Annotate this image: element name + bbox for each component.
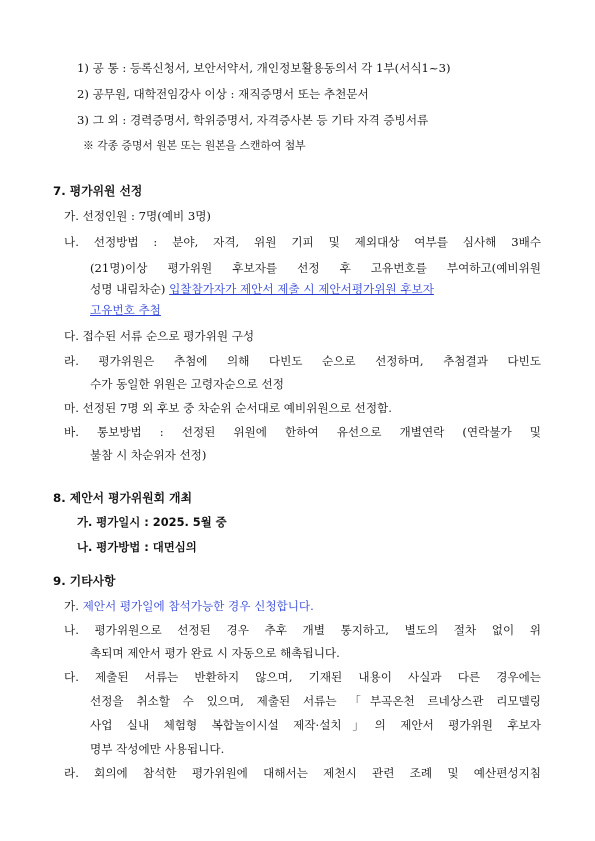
section-9-title: 9. 기타사항 xyxy=(53,574,116,588)
s7-item-na-line2: (21명)이상 평가위원 후보자를 선정 후 고유번호를 부여하고(예비위원 xyxy=(90,261,541,275)
s9-item-ra-line1: 라. 회의에 참석한 평가위원에 대해서는 제천시 관련 조례 및 예산편성지침 xyxy=(64,766,541,780)
section-8-title: 8. 제안서 평가위원회 개최 xyxy=(53,491,192,505)
s9-item-ga-marker: 가. xyxy=(64,599,83,613)
s9-item-ga xyxy=(64,598,314,614)
s9-item-da-line3: 사업 실내 체험형 복합놀이시설 제작·설치」의 제안서 평가위원 후보자 xyxy=(90,718,541,732)
lottery-link-continued[interactable]: 고유번호 추첨 xyxy=(90,303,161,317)
s9-item-da-line2: 선정을 취소할 수 있으며, 제출된 서류는 「부곡온천 르네상스관 리모델링 xyxy=(90,694,541,708)
section-7-title: 7. 평가위원 선정 xyxy=(53,184,143,198)
docs-note: ※ 각종 증명서 원본 또는 원본을 스캔하여 첨부 xyxy=(83,139,306,152)
s9-item-na-line1: 나. 평가위원으로 선정된 경우 추후 개별 통지하고, 별도의 절차 없이 위 xyxy=(64,623,541,637)
s7-item-ra-line2: 수가 동일한 위원은 고령자순으로 선정 xyxy=(90,377,284,391)
s9-item-ga-text: 제안서 평가일에 참석가능한 경우 신청합니다. xyxy=(82,599,314,613)
s7-item-ma: 마. 선정된 7명 외 후보 중 차순위 순서대로 예비위원으로 선정함. xyxy=(64,401,392,415)
s7-item-ba-line2: 불참 시 차순위자 선정) xyxy=(90,448,207,462)
s8-item-ga: 가. 평가일시 : 2025. 5월 중 xyxy=(77,515,227,529)
s7-item-da: 다. 접수된 서류 순으로 평가위원 구성 xyxy=(64,329,255,343)
s7-item-na-line3 xyxy=(90,281,434,297)
s7-item-na-line1: 나. 선정방법 : 분야, 자격, 위원 기피 및 제외대상 여부를 심사해 3배수 xyxy=(64,235,541,249)
docs-item-1: 1) 공 통 : 등록신청서, 보안서약서, 개인정보활용동의서 각 1부(서식1~3) xyxy=(77,61,451,75)
s9-item-na-line2: 촉되며 제안서 평가 완료 시 자동으로 해촉됩니다. xyxy=(90,646,340,660)
s7-item-na-line3-text: 성명 내림차순) xyxy=(90,282,170,296)
lottery-link[interactable]: 입찰참가자가 제안서 제출 시 제안서평가위원 후보자 xyxy=(169,282,434,296)
s7-item-ba-line1: 바. 통보방법 : 선정된 위원에 한하여 유선으로 개별연락 (연락불가 및 xyxy=(64,425,541,439)
s9-item-da-line4: 명부 작성에만 사용됩니다. xyxy=(90,742,225,756)
s9-item-da-line1: 다. 제출된 서류는 반환하지 않으며, 기재된 내용이 사실과 다른 경우에는 xyxy=(64,670,541,684)
s7-item-ra-line1: 라. 평가위원은 추첨에 의해 다빈도 순으로 선정하며, 추첨결과 다빈도 xyxy=(64,354,541,368)
docs-item-2: 2) 공무원, 대학전임강사 이상 : 재직증명서 또는 추천문서 xyxy=(77,87,369,101)
s7-item-ga: 가. 선정인원 : 7명(예비 3명) xyxy=(64,209,211,223)
docs-item-3: 3) 그 외 : 경력증명서, 학위증명서, 자격증사본 등 기타 자격 증빙서류 xyxy=(77,113,429,127)
s8-item-na: 나. 평가방법 : 대면심의 xyxy=(77,540,197,554)
